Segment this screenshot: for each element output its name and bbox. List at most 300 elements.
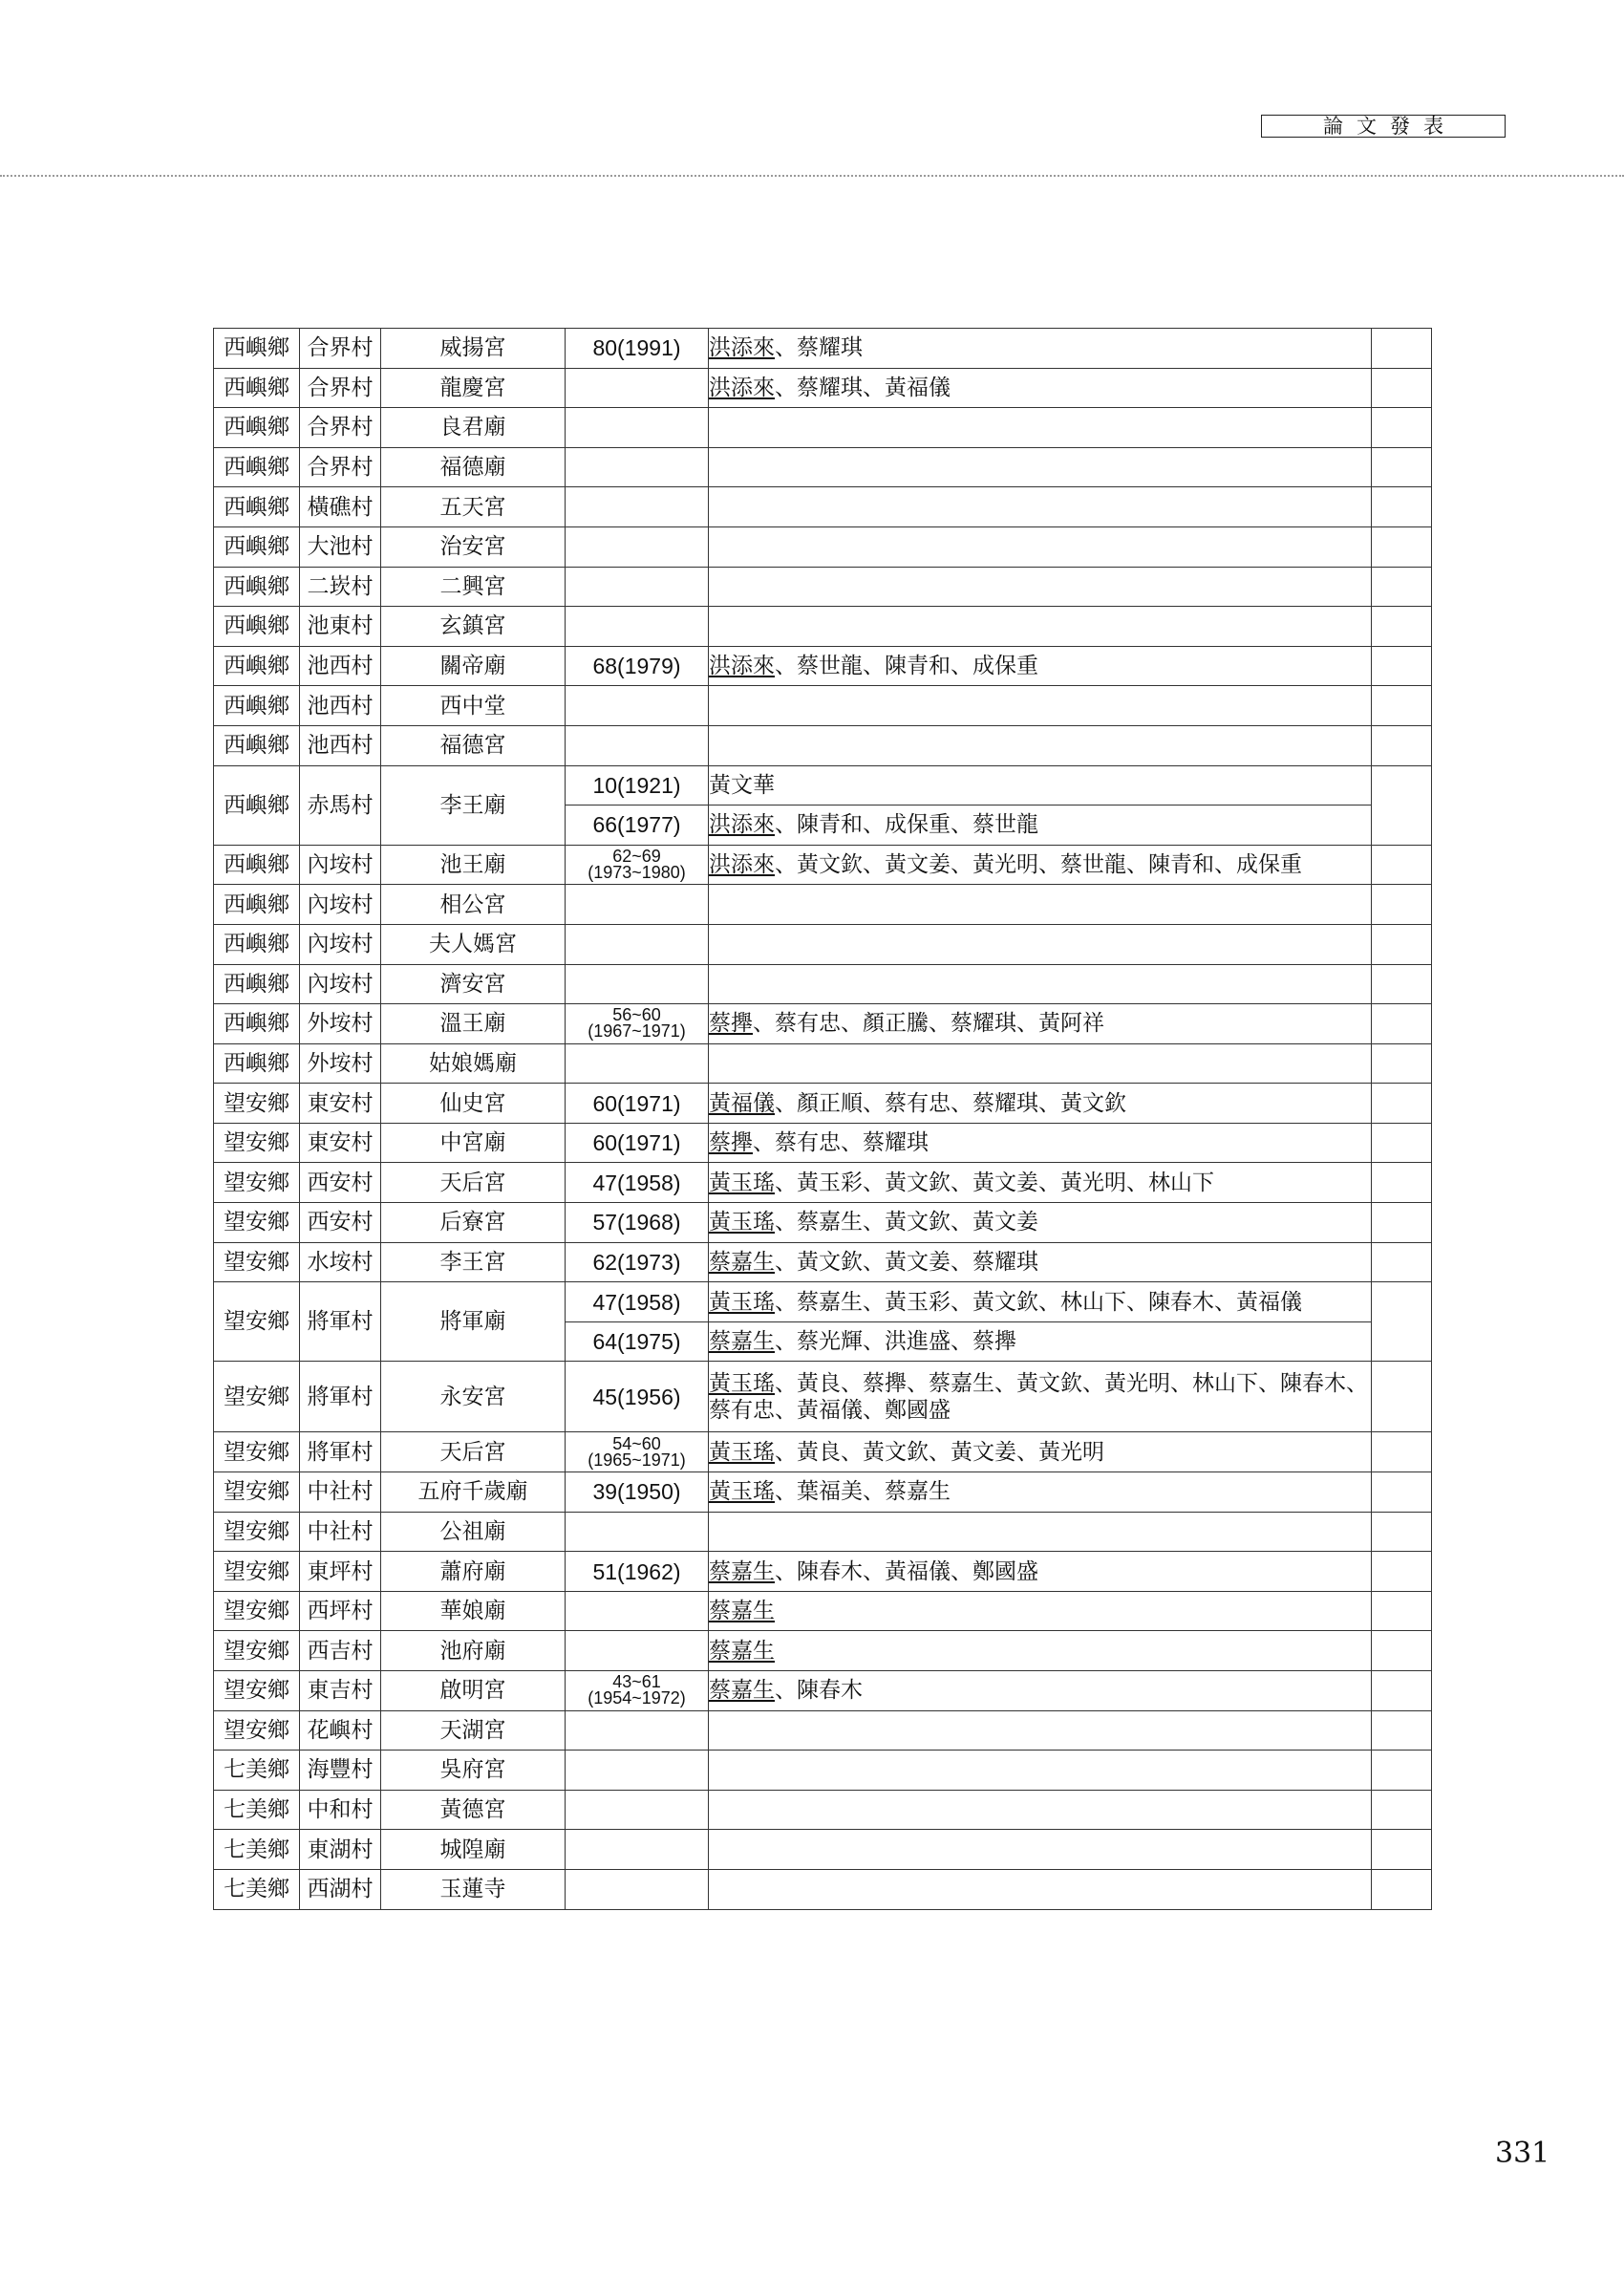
- names-rest: 、蔡嘉生、黃文欽、黃文姜: [775, 1210, 1038, 1235]
- blank-cell: [1372, 1472, 1432, 1513]
- artisans-cell: [709, 765, 1372, 806]
- artisans-cell: [709, 1084, 1372, 1124]
- temple-cell: 五府千歲廟: [381, 1472, 566, 1513]
- names-rest: 、黃玉彩、黃文欽、黃文姜、黃光明、林山下: [775, 1170, 1214, 1195]
- year-cell: [566, 1591, 709, 1631]
- village-cell: 西吉村: [300, 1631, 381, 1671]
- blank-cell: [1372, 567, 1432, 607]
- temple-cell: 天后宮: [381, 1432, 566, 1472]
- blank-cell: [1372, 1282, 1432, 1362]
- underlined-name: 洪添來: [709, 852, 775, 878]
- temple-cell: 公祖廟: [381, 1512, 566, 1552]
- blank-cell: [1372, 924, 1432, 964]
- year-cell: [566, 1631, 709, 1671]
- names-rest: 、陳春木: [775, 1678, 863, 1704]
- table-row: [214, 329, 1432, 369]
- table-row: [214, 368, 1432, 408]
- temple-cell: 仙史宮: [381, 1084, 566, 1124]
- underlined-name: 蔡攑: [709, 1130, 753, 1156]
- blank-cell: [1372, 1552, 1432, 1592]
- village-cell: 將軍村: [300, 1432, 381, 1472]
- temple-cell: 五天宮: [381, 487, 566, 527]
- temple-cell: 吳府宮: [381, 1751, 566, 1791]
- artisans-cell: [709, 1242, 1372, 1282]
- blank-cell: [1372, 368, 1432, 408]
- underlined-name: 蔡嘉生: [709, 1678, 775, 1704]
- township-cell: 西嶼鄉: [214, 567, 300, 607]
- blank-cell: [1372, 1790, 1432, 1830]
- table-row: [214, 1123, 1432, 1163]
- township-cell: 望安鄉: [214, 1282, 300, 1362]
- year-cell: 39(1950): [566, 1472, 709, 1513]
- underlined-name: 黃玉瑤: [709, 1289, 775, 1315]
- village-cell: 內垵村: [300, 845, 381, 885]
- township-cell: 西嶼鄉: [214, 607, 300, 647]
- temple-cell: 天后宮: [381, 1163, 566, 1203]
- table-row: [214, 1432, 1432, 1472]
- blank-cell: [1372, 1123, 1432, 1163]
- underlined-name: 黃玉瑤: [709, 1210, 775, 1235]
- temple-cell: 池府廟: [381, 1631, 566, 1671]
- underlined-name: 黃福儀: [709, 1090, 775, 1116]
- year-cell: [566, 885, 709, 925]
- temple-cell: 池王廟: [381, 845, 566, 885]
- artisans-cell: [709, 1043, 1372, 1084]
- year-cell: 45(1956): [566, 1362, 709, 1432]
- blank-cell: [1372, 1671, 1432, 1711]
- year-cell: 60(1971): [566, 1084, 709, 1124]
- table-row: [214, 725, 1432, 765]
- underlined-name: 蔡嘉生: [709, 1638, 775, 1664]
- village-cell: 中社村: [300, 1472, 381, 1513]
- township-cell: 西嶼鄉: [214, 487, 300, 527]
- year-range: 56~60: [612, 1005, 661, 1025]
- blank-cell: [1372, 447, 1432, 487]
- village-cell: 東安村: [300, 1123, 381, 1163]
- year-cell: [566, 686, 709, 726]
- village-cell: 東吉村: [300, 1671, 381, 1711]
- township-cell: 望安鄉: [214, 1362, 300, 1432]
- year-cell: [566, 1790, 709, 1830]
- blank-cell: [1372, 1362, 1432, 1432]
- artisans-cell: [709, 1203, 1372, 1243]
- artisans-cell: [709, 646, 1372, 686]
- blank-cell: [1372, 1432, 1432, 1472]
- underlined-name: 黃玉瑤: [709, 1479, 775, 1505]
- artisans-cell: [709, 1163, 1372, 1203]
- table-row: [214, 1004, 1432, 1044]
- temple-cell: 二興宮: [381, 567, 566, 607]
- township-cell: 西嶼鄉: [214, 1043, 300, 1084]
- names-rest: 、黃文欽、黃文姜、黃光明、蔡世龍、陳青和、成保重: [775, 852, 1302, 878]
- temple-cell: 李王宮: [381, 1242, 566, 1282]
- temple-cell: 華娘廟: [381, 1591, 566, 1631]
- section-label: 論文發表: [1261, 115, 1506, 138]
- underlined-name: 蔡嘉生: [709, 1558, 775, 1584]
- table-row: [214, 526, 1432, 567]
- artisans-cell: [709, 1472, 1372, 1513]
- names-rest: 、葉福美、蔡嘉生: [775, 1479, 951, 1505]
- township-cell: 七美鄉: [214, 1830, 300, 1870]
- artisans-cell: [709, 1123, 1372, 1163]
- township-cell: 望安鄉: [214, 1472, 300, 1513]
- blank-cell: [1372, 487, 1432, 527]
- page-number: 331: [1495, 2137, 1550, 2170]
- artisans-cell: [709, 1631, 1372, 1671]
- blank-cell: [1372, 1163, 1432, 1203]
- village-cell: 池東村: [300, 607, 381, 647]
- temple-cell: 城隍廟: [381, 1830, 566, 1870]
- village-cell: 海豐村: [300, 1751, 381, 1791]
- year-cell: [566, 1043, 709, 1084]
- year-cell: [566, 1432, 709, 1472]
- artisans-cell: [709, 885, 1372, 925]
- year-cell: [566, 526, 709, 567]
- township-cell: 西嶼鄉: [214, 526, 300, 567]
- temple-cell: 后寮宮: [381, 1203, 566, 1243]
- artisans-cell: [709, 1751, 1372, 1791]
- temple-cell: 姑娘媽廟: [381, 1043, 566, 1084]
- township-cell: 西嶼鄉: [214, 646, 300, 686]
- township-cell: 西嶼鄉: [214, 1004, 300, 1044]
- township-cell: 望安鄉: [214, 1203, 300, 1243]
- blank-cell: [1372, 1751, 1432, 1791]
- artisans-cell: [709, 1321, 1372, 1362]
- table-row: [214, 1084, 1432, 1124]
- table-row: [214, 1163, 1432, 1203]
- year-cell: [566, 725, 709, 765]
- township-cell: 西嶼鄉: [214, 725, 300, 765]
- blank-cell: [1372, 1203, 1432, 1243]
- temple-cell: 夫人媽宮: [381, 924, 566, 964]
- underlined-name: 黃玉瑤: [709, 1439, 775, 1465]
- year-cell: [566, 408, 709, 448]
- village-cell: 東安村: [300, 1084, 381, 1124]
- names-rest: 、蔡有忠、蔡耀琪: [753, 1130, 929, 1156]
- township-cell: 望安鄉: [214, 1512, 300, 1552]
- year-cell: [566, 447, 709, 487]
- artisans-cell: [709, 1552, 1372, 1592]
- temple-cell: 溫王廟: [381, 1004, 566, 1044]
- year-cell: [566, 1751, 709, 1791]
- temple-cell: 玄鎮宮: [381, 607, 566, 647]
- village-cell: 池西村: [300, 646, 381, 686]
- temple-cell: 中宮廟: [381, 1123, 566, 1163]
- year-range-ad: (1954~1972): [588, 1688, 686, 1708]
- artisans-cell: [709, 1004, 1372, 1044]
- village-cell: 水垵村: [300, 1242, 381, 1282]
- township-cell: 望安鄉: [214, 1163, 300, 1203]
- table-row: [214, 1362, 1432, 1432]
- artisans-cell: [709, 408, 1372, 448]
- temple-cell: 龍慶宮: [381, 368, 566, 408]
- township-cell: 西嶼鄉: [214, 964, 300, 1004]
- year-range-ad: (1973~1980): [588, 863, 686, 883]
- village-cell: 內垵村: [300, 924, 381, 964]
- temple-cell: 相公宮: [381, 885, 566, 925]
- artisans-cell: [709, 1432, 1372, 1472]
- blank-cell: [1372, 646, 1432, 686]
- table-row: [214, 765, 1432, 806]
- artisans-cell: [709, 1830, 1372, 1870]
- underlined-name: 蔡嘉生: [709, 1599, 775, 1624]
- artisans-cell: [709, 1869, 1372, 1909]
- year-cell: 57(1968): [566, 1203, 709, 1243]
- year-cell: 51(1962): [566, 1552, 709, 1592]
- year-range: 43~61: [612, 1672, 661, 1692]
- blank-cell: [1372, 1830, 1432, 1870]
- table-row: [214, 1631, 1432, 1671]
- table-row: [214, 924, 1432, 964]
- blank-cell: [1372, 765, 1432, 845]
- artisans-cell: [709, 447, 1372, 487]
- temple-cell: 福德宮: [381, 725, 566, 765]
- table-row: [214, 1790, 1432, 1830]
- year-cell: [566, 1671, 709, 1711]
- artisans-cell: [709, 686, 1372, 726]
- table-row: [214, 1043, 1432, 1084]
- township-cell: 西嶼鄉: [214, 924, 300, 964]
- underlined-name: 洪添來: [709, 375, 775, 400]
- underlined-name: 黃玉瑤: [709, 1170, 775, 1195]
- table-row: [214, 964, 1432, 1004]
- artisans-cell: [709, 725, 1372, 765]
- township-cell: 西嶼鄉: [214, 765, 300, 845]
- village-cell: 將軍村: [300, 1362, 381, 1432]
- artisans-cell: [709, 1710, 1372, 1751]
- township-cell: 望安鄉: [214, 1084, 300, 1124]
- village-cell: 池西村: [300, 725, 381, 765]
- year-cell: [566, 1004, 709, 1044]
- table-row: [214, 408, 1432, 448]
- artisans-cell: [709, 607, 1372, 647]
- artisans-cell: [709, 1282, 1372, 1322]
- underlined-name: 洪添來: [709, 812, 775, 838]
- blank-cell: [1372, 1043, 1432, 1084]
- village-cell: 赤馬村: [300, 765, 381, 845]
- blank-cell: [1372, 885, 1432, 925]
- temple-cell: 濟安宮: [381, 964, 566, 1004]
- temple-cell: 威揚宮: [381, 329, 566, 369]
- table-row: [214, 686, 1432, 726]
- village-cell: 合界村: [300, 408, 381, 448]
- blank-cell: [1372, 1084, 1432, 1124]
- table-row: [214, 1751, 1432, 1791]
- township-cell: 望安鄉: [214, 1671, 300, 1711]
- underlined-name: 蔡嘉生: [709, 1249, 775, 1275]
- year-range: 62~69: [612, 847, 661, 867]
- year-range: 54~60: [612, 1433, 661, 1453]
- blank-cell: [1372, 329, 1432, 369]
- township-cell: 西嶼鄉: [214, 885, 300, 925]
- village-cell: 西坪村: [300, 1591, 381, 1631]
- header-dotted-rule: [0, 175, 1624, 177]
- temple-cell: 李王廟: [381, 765, 566, 845]
- table-row: [214, 885, 1432, 925]
- artisans-cell: [709, 806, 1372, 846]
- township-cell: 望安鄉: [214, 1242, 300, 1282]
- village-cell: 合界村: [300, 329, 381, 369]
- year-cell: [566, 487, 709, 527]
- artisans-cell: [709, 1512, 1372, 1552]
- township-cell: 西嶼鄉: [214, 845, 300, 885]
- artisans-cell: [709, 924, 1372, 964]
- year-range-ad: (1965~1971): [588, 1450, 686, 1470]
- village-cell: 中和村: [300, 1790, 381, 1830]
- temple-cell: 黃德宮: [381, 1790, 566, 1830]
- temple-cell: 西中堂: [381, 686, 566, 726]
- year-cell: [566, 924, 709, 964]
- blank-cell: [1372, 1710, 1432, 1751]
- year-cell: [566, 607, 709, 647]
- temple-cell: 關帝廟: [381, 646, 566, 686]
- table-row: [214, 1282, 1432, 1322]
- year-cell: [566, 964, 709, 1004]
- blank-cell: [1372, 408, 1432, 448]
- blank-cell: [1372, 1242, 1432, 1282]
- township-cell: 七美鄉: [214, 1790, 300, 1830]
- township-cell: 西嶼鄉: [214, 368, 300, 408]
- village-cell: 將軍村: [300, 1282, 381, 1362]
- table-row: [214, 1869, 1432, 1909]
- year-cell: [566, 1830, 709, 1870]
- names-rest: 、蔡光輝、洪進盛、蔡攑: [775, 1329, 1016, 1355]
- blank-cell: [1372, 725, 1432, 765]
- artisans-cell: [709, 964, 1372, 1004]
- table-row: [214, 1710, 1432, 1751]
- village-cell: 西湖村: [300, 1869, 381, 1909]
- township-cell: 望安鄉: [214, 1123, 300, 1163]
- township-cell: 望安鄉: [214, 1552, 300, 1592]
- year-cell: [566, 1512, 709, 1552]
- table-row: [214, 607, 1432, 647]
- village-cell: 合界村: [300, 447, 381, 487]
- village-cell: 東坪村: [300, 1552, 381, 1592]
- artisans-cell: [709, 567, 1372, 607]
- names-rest: 、黃良、黃文欽、黃文姜、黃光明: [775, 1439, 1104, 1465]
- year-cell: [566, 845, 709, 885]
- temple-cell: 將軍廟: [381, 1282, 566, 1362]
- village-cell: 外垵村: [300, 1004, 381, 1044]
- year-cell: 47(1958): [566, 1282, 709, 1322]
- names-rest: 、蔡有忠、顏正騰、蔡耀琪、黃阿祥: [753, 1011, 1104, 1037]
- names-rest: 、陳青和、成保重、蔡世龍: [775, 812, 1038, 838]
- underlined-name: 洪添來: [709, 335, 775, 361]
- artisans-cell: [709, 526, 1372, 567]
- table-row: [214, 1830, 1432, 1870]
- year-cell: [566, 1869, 709, 1909]
- year-range-ad: (1967~1971): [588, 1021, 686, 1042]
- table-row: [214, 567, 1432, 607]
- year-cell: [566, 567, 709, 607]
- underlined-name: 洪添來: [709, 654, 775, 679]
- names-rest: 黃文華: [709, 772, 775, 798]
- township-cell: 望安鄉: [214, 1631, 300, 1671]
- year-cell: 10(1921): [566, 765, 709, 806]
- names-rest: 、黃文欽、黃文姜、蔡耀琪: [775, 1249, 1038, 1275]
- table-row: [214, 1671, 1432, 1711]
- year-cell: 68(1979): [566, 646, 709, 686]
- temple-cell: 治安宮: [381, 526, 566, 567]
- year-cell: 80(1991): [566, 329, 709, 369]
- table-row: [214, 1203, 1432, 1243]
- village-cell: 二崁村: [300, 567, 381, 607]
- artisans-cell: [709, 329, 1372, 369]
- year-cell: 62(1973): [566, 1242, 709, 1282]
- village-cell: 東湖村: [300, 1830, 381, 1870]
- village-cell: 西安村: [300, 1203, 381, 1243]
- table-row: [214, 1552, 1432, 1592]
- township-cell: 七美鄉: [214, 1869, 300, 1909]
- table-row: [214, 1242, 1432, 1282]
- artisans-cell: [709, 1591, 1372, 1631]
- village-cell: 內垵村: [300, 885, 381, 925]
- village-cell: 池西村: [300, 686, 381, 726]
- village-cell: 花嶼村: [300, 1710, 381, 1751]
- village-cell: 大池村: [300, 526, 381, 567]
- blank-cell: [1372, 845, 1432, 885]
- artisans-cell: [709, 845, 1372, 885]
- township-cell: 望安鄉: [214, 1432, 300, 1472]
- township-cell: 望安鄉: [214, 1591, 300, 1631]
- village-cell: 中社村: [300, 1512, 381, 1552]
- artisans-cell: [709, 1671, 1372, 1711]
- artisans-cell: [709, 1790, 1372, 1830]
- table-row: [214, 487, 1432, 527]
- township-cell: 西嶼鄉: [214, 408, 300, 448]
- blank-cell: [1372, 607, 1432, 647]
- underlined-name: 黃玉瑤: [709, 1370, 775, 1396]
- artisans-cell: [709, 368, 1372, 408]
- table-row: [214, 1591, 1432, 1631]
- year-cell: 60(1971): [566, 1123, 709, 1163]
- table-row: [214, 1512, 1432, 1552]
- year-cell: [566, 368, 709, 408]
- table-row: [214, 1472, 1432, 1513]
- temple-cell: 良君廟: [381, 408, 566, 448]
- temple-cell: 福德廟: [381, 447, 566, 487]
- village-cell: 內垵村: [300, 964, 381, 1004]
- temple-cell: 啟明宮: [381, 1671, 566, 1711]
- temple-cell: 蕭府廟: [381, 1552, 566, 1592]
- table-row: [214, 646, 1432, 686]
- year-cell: 47(1958): [566, 1163, 709, 1203]
- village-cell: 外垵村: [300, 1043, 381, 1084]
- names-rest: 、蔡耀琪、黃福儀: [775, 375, 951, 400]
- names-rest: 、黃良、蔡攑、蔡嘉生、黃文欽、黃光明、林山下、陳春木、蔡有忠、黃福儀、鄭國盛: [709, 1370, 1368, 1423]
- table-row: [214, 845, 1432, 885]
- township-cell: 望安鄉: [214, 1710, 300, 1751]
- village-cell: 合界村: [300, 368, 381, 408]
- blank-cell: [1372, 1004, 1432, 1044]
- artisans-cell: [709, 487, 1372, 527]
- blank-cell: [1372, 964, 1432, 1004]
- village-cell: 西安村: [300, 1163, 381, 1203]
- village-cell: 橫礁村: [300, 487, 381, 527]
- township-cell: 七美鄉: [214, 1751, 300, 1791]
- artisans-cell: [709, 1362, 1372, 1432]
- temple-cell: 天湖宮: [381, 1710, 566, 1751]
- temple-cell: 玉蓮寺: [381, 1869, 566, 1909]
- year-cell: [566, 1710, 709, 1751]
- township-cell: 西嶼鄉: [214, 686, 300, 726]
- names-rest: 、蔡嘉生、黃玉彩、黃文欽、林山下、陳春木、黃福儀: [775, 1289, 1302, 1315]
- temple-artisans-table: [213, 328, 1432, 1910]
- names-rest: 、顏正順、蔡有忠、蔡耀琪、黃文欽: [775, 1090, 1126, 1116]
- underlined-name: 蔡嘉生: [709, 1329, 775, 1355]
- year-cell: 66(1977): [566, 806, 709, 846]
- blank-cell: [1372, 1591, 1432, 1631]
